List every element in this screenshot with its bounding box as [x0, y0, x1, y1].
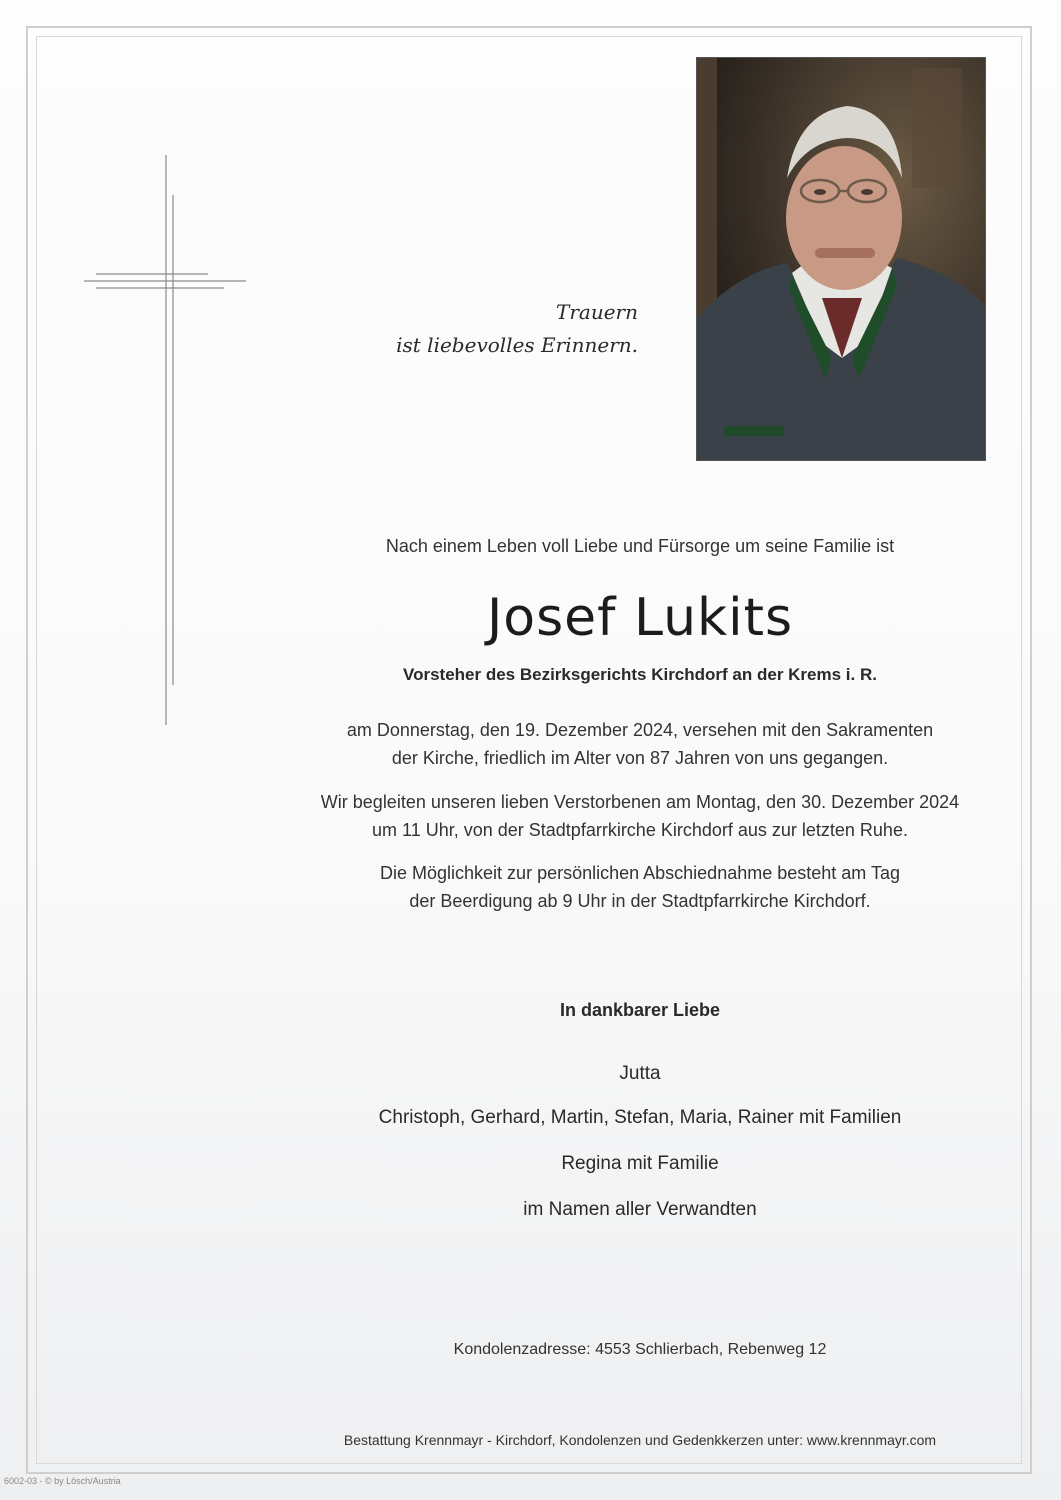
mourner-line: Regina mit Familie	[561, 1153, 719, 1174]
funeral-line-1: Wir begleiten unseren lieben Verstorbenen am Montag, den 30. Dezember 2024	[320, 792, 960, 812]
condolence-address: Kondolenzadresse: 4553 Schlierbach, Rebenweg 12	[453, 1341, 827, 1358]
death-line-1: am Donnerstag, den 19. Dezember 2024, versehen mit den Sakramenten	[346, 720, 934, 740]
funeral-line-2: um 11 Uhr, von der Stadtpfarrkirche Kirchdorf aus zur letzten Ruhe.	[372, 820, 908, 840]
mourner-line: Jutta	[619, 1063, 661, 1084]
mourners-heading: In dankbarer Liebe	[559, 1000, 721, 1020]
funeral-home-footer: Bestattung Krennmayr - Kirchdorf, Kondolenzen und Gedenkkerzen unter: www.krennmayr.com	[343, 1432, 937, 1448]
deceased-name: Josef Lukits	[486, 588, 794, 648]
quote	[360, 296, 638, 362]
farewell-line-1: Die Möglichkeit zur persönlichen Abschiednahme besteht am Tag	[380, 863, 900, 883]
death-paragraph	[240, 716, 1040, 772]
cross-icon	[84, 155, 246, 725]
portrait-photo	[696, 57, 986, 461]
intro-text: Nach einem Leben voll Liebe und Fürsorge um seine Familie ist	[385, 536, 895, 556]
mourner-line: im Namen aller Verwandten	[523, 1199, 757, 1220]
farewell-line-2: der Beerdigung ab 9 Uhr in der Stadtpfarrkirche Kirchdorf.	[409, 891, 871, 911]
death-line-2: der Kirche, friedlich im Alter von 87 Jahren von uns gegangen.	[391, 748, 889, 768]
farewell-paragraph	[240, 859, 1040, 915]
quote-line-1: Trauern	[556, 300, 638, 324]
copyright-note: 6002-03 - © by Lösch/Austria	[4, 1476, 121, 1486]
deceased-position: Vorsteher des Bezirksgerichts Kirchdorf an der Krems i. R.	[403, 665, 877, 684]
quote-line-2: ist liebevolles Erinnern.	[396, 333, 638, 357]
funeral-paragraph	[240, 788, 1040, 844]
mourner-line: Christoph, Gerhard, Martin, Stefan, Maria, Rainer mit Familien	[378, 1107, 902, 1128]
